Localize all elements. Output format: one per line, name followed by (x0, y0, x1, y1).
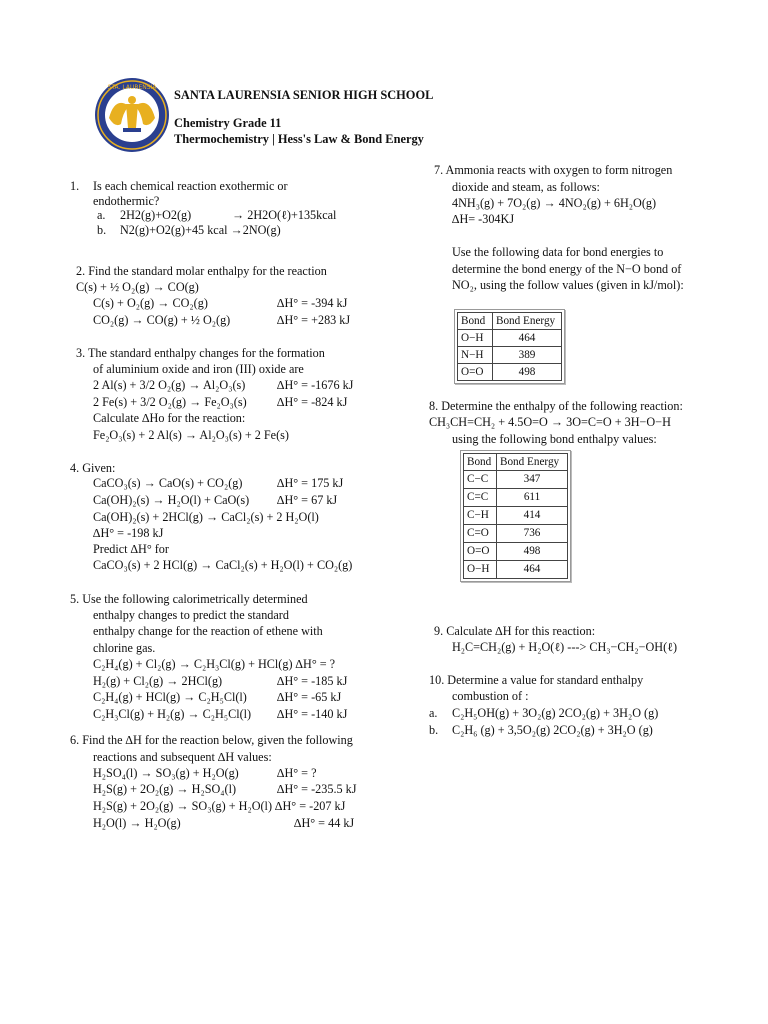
q5-dh-1: ∆H° = -185 kJ (277, 674, 348, 688)
q8-reaction: CH₃CH=CH₂ + 4.5O=O → 3O=C=O + 3H−O−H (429, 415, 671, 429)
q10b-equation: C₂H₆ (g) + 3,5O₂(g) 2CO₂(g) + 3H₂O (g) (452, 723, 653, 737)
q2-eq-2: CO₂(g) → CO(g) + ½ O₂(g) (93, 313, 231, 327)
table-header-row (464, 454, 568, 471)
q1a-label: a. (97, 208, 106, 222)
q2-dh-2: ∆H° = +283 kJ (277, 313, 351, 327)
q7-para-2: determine the bond energy of the N−O bond of (452, 262, 682, 276)
table-cell: C−H (464, 507, 497, 525)
table-cell: 611 (497, 489, 568, 507)
q10a-equation: C₂H₅OH(g) + 3O₂(g) 2CO₂(g) + 3H₂O (g) (452, 706, 659, 720)
q7-dh: ∆H= -304KJ (452, 212, 515, 226)
q3-target: Fe₂O₃(s) + 2 Al(s) → Al₂O₃(s) + 2 Fe(s) (93, 428, 289, 442)
q9-reaction: H₂C=CH₂(g) + H₂O(ℓ) ---> CH₃−CH₂−OH(ℓ) (452, 640, 678, 654)
q2-dh-1: ∆H° = -394 kJ (277, 296, 348, 310)
table-cell: 498 (497, 543, 568, 561)
table-cell: C=C (464, 489, 497, 507)
table-cell: C=O (464, 525, 497, 543)
table-cell: O=O (458, 364, 493, 381)
q6-title: 6. Find the ∆H for the reaction below, given the following (70, 733, 353, 747)
q4-eq-2: Ca(OH)₂(s) → H₂O(l) + CaO(s) (93, 493, 250, 507)
q1-number: 1. (70, 179, 80, 193)
q6-text-2: reactions and subsequent ∆H values: (93, 750, 272, 764)
table-header: Bond (458, 313, 493, 330)
table-row (458, 364, 562, 381)
q3-eq-1: 2 Al(s) + 3/2 O₂(g) → Al₂O₃(s) (93, 378, 246, 392)
table-header: Bond (464, 454, 497, 471)
q7-text-2: dioxide and steam, as follows: (452, 180, 600, 194)
q4-target: CaCO₃(s) + 2 HCl(g) → CaCl₂(s) + H₂O(l) + CO₂(g) (93, 558, 353, 572)
school-name: SANTA LAURENSIA SENIOR HIGH SCHOOL (174, 88, 434, 102)
table-row (464, 561, 568, 579)
table-header-row (458, 313, 562, 330)
q4-eq-3: Ca(OH)₂(s) + 2HCl(g) → CaCl₂(s) + 2 H₂O(l) (93, 510, 319, 524)
table-cell: 498 (493, 364, 562, 381)
table-cell: 347 (497, 471, 568, 489)
q7-bond-table-frame (454, 309, 565, 384)
q8-bond-table (463, 453, 568, 579)
school-logo (93, 76, 171, 154)
q2-eq-1: C(s) + O₂(g) → CO₂(g) (93, 296, 208, 310)
topic-title: Thermochemistry | Hess's Law & Bond Energy (174, 132, 424, 146)
q1a-equation: 2H2(g)+O2(g) (120, 208, 192, 222)
table-cell: 414 (497, 507, 568, 525)
table-row (464, 543, 568, 561)
table-row (458, 330, 562, 347)
table-row (464, 489, 568, 507)
q6-eq-3: H₂O(l) → H₂O(g) (93, 816, 181, 830)
q2-title: 2. Find the standard molar enthalpy for the reaction (76, 264, 327, 278)
q7-para-3: NO₂, using the follow values (given in kJ/mol): (452, 278, 684, 292)
q4-predict: Predict ∆H° for (93, 542, 169, 556)
q8-title: 8. Determine the enthalpy of the following reaction: (429, 399, 683, 413)
q4-title: 4. Given: (70, 461, 116, 475)
q10-text-2: combustion of : (452, 689, 529, 703)
q5-text-2: enthalpy changes to predict the standard (93, 608, 289, 622)
table-cell: 736 (497, 525, 568, 543)
course-title: Chemistry Grade 11 (174, 116, 282, 130)
q3-title: 3. The standard enthalpy changes for the formation (76, 346, 325, 360)
table-row (464, 525, 568, 543)
q7-bond-table (457, 312, 562, 381)
q5-text-3: enthalpy change for the reaction of ethene with (93, 624, 323, 638)
q1-text-2: endothermic? (93, 194, 160, 208)
logo-text: STA. LAURENSIA (107, 84, 157, 91)
q10b-label: b. (429, 723, 439, 737)
q2-target: C(s) + ½ O₂(g) → CO(g) (76, 280, 199, 294)
q5-title: 5. Use the following calorimetrically determined (70, 592, 308, 606)
table-cell: O=O (464, 543, 497, 561)
q5-eq-3: C₂H₃Cl(g) + H₂(g) → C₂H₅Cl(l) (93, 707, 252, 721)
q3-eq-2: 2 Fe(s) + 3/2 O₂(g) → Fe₂O₃(s) (93, 395, 247, 409)
q5-dh-3: ∆H° = -140 kJ (277, 707, 348, 721)
table-row (458, 347, 562, 364)
q3-dh-1: ∆H° = -1676 kJ (277, 378, 354, 392)
q10a-label: a. (429, 706, 438, 720)
q5-dh-2: ∆H° = -65 kJ (277, 690, 342, 704)
table-cell: 464 (497, 561, 568, 579)
q6-target: H₂SO₄(l) → SO₃(g) + H₂O(g) (93, 766, 239, 780)
table-cell: 464 (493, 330, 562, 347)
q7-eq: 4NH₃(g) + 7O₂(g) → 4NO₂(g) + 6H₂O(g) (452, 196, 657, 210)
q4-eq-1: CaCO₃(s) → CaO(s) + CO₂(g) (93, 476, 243, 490)
q1a-products: → 2H2O(ℓ)+135kcal (232, 208, 337, 222)
q6-eq-2: H₂S(g) + 2O₂(g) → SO₃(g) + H₂O(l) ∆H° = -207 kJ (93, 799, 346, 813)
q9-title: 9. Calculate ∆H for this reaction: (434, 624, 596, 638)
q4-dh-1: ∆H° = 175 kJ (277, 476, 344, 490)
q4-dh-3: ∆H° = -198 kJ (93, 526, 164, 540)
table-header: Bond Energy (497, 454, 568, 471)
table-cell: O−H (464, 561, 497, 579)
q8-bond-table-frame (460, 450, 571, 582)
table-header: Bond Energy (493, 313, 562, 330)
table-cell: O−H (458, 330, 493, 347)
table-cell: N−H (458, 347, 493, 364)
q1b-equation: N2(g)+O2(g)+45 kcal →2NO(g) (120, 223, 281, 237)
table-cell: C−C (464, 471, 497, 489)
q5-target: C₂H₄(g) + Cl₂(g) → C₂H₃Cl(g) + HCl(g) ∆H° = ? (93, 657, 336, 671)
q5-text-4: chlorine gas. (93, 641, 156, 655)
q10-title: 10. Determine a value for standard enthalpy (429, 673, 644, 687)
q7-title: 7. Ammonia reacts with oxygen to form nitrogen (434, 163, 673, 177)
q6-eq-1: H₂S(g) + 2O₂(g) → H₂SO₄(l) (93, 782, 237, 796)
table-cell: 389 (493, 347, 562, 364)
table-row (464, 471, 568, 489)
q7-para-1: Use the following data for bond energies to (452, 245, 664, 259)
q4-dh-2: ∆H° = 67 kJ (277, 493, 338, 507)
q3-calc: Calculate ∆Ho for the reaction: (93, 411, 246, 425)
q6-dh-target: ∆H° = ? (277, 766, 317, 780)
q5-eq-1: H₂(g) + Cl₂(g) → 2HCl(g) (93, 674, 223, 688)
table-row (464, 507, 568, 525)
q3-text-2: of aluminium oxide and iron (III) oxide are (93, 362, 304, 376)
q6-dh-3: ∆H° = 44 kJ (294, 816, 355, 830)
q1b-label: b. (97, 223, 107, 237)
q5-eq-2: C₂H₄(g) + HCl(g) → C₂H₅Cl(l) (93, 690, 247, 704)
q6-dh-1: ∆H° = -235.5 kJ (277, 782, 357, 796)
q1-text-1: Is each chemical reaction exothermic or (93, 179, 288, 193)
q3-dh-2: ∆H° = -824 kJ (277, 395, 348, 409)
q8-text-2: using the following bond enthalpy values: (452, 432, 657, 446)
